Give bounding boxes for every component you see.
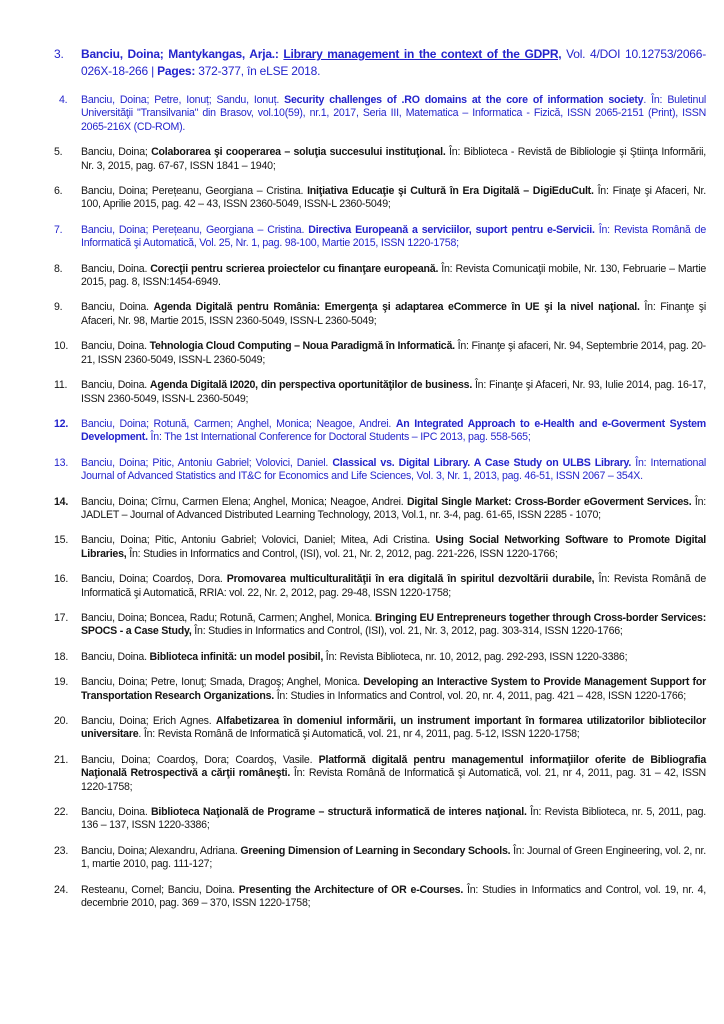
bib-entry bbox=[54, 845, 706, 872]
entry-authors: Banciu, Doina; Mantykangas, Arja.: bbox=[81, 47, 284, 61]
entry-text-segment: Vol. 4/DOI 10.12753/2066-026X-18-266 | bbox=[81, 47, 706, 78]
entry-number: 19. bbox=[54, 676, 69, 689]
entry-text bbox=[81, 379, 706, 406]
publication-title: Pages: bbox=[157, 64, 196, 78]
entry-text-segment: În: Finanţe şi Afaceri, Nr. 93, Iulie 2014, pag. 16-17, ISSN 2360-5049, ISSN-L 2360-5049; bbox=[81, 379, 706, 405]
bib-entry bbox=[54, 146, 706, 173]
entry-text bbox=[81, 301, 706, 328]
entry-text bbox=[81, 651, 706, 664]
entry-authors: Banciu, Doina; Pitic, Antoniu Gabriel; Volovici, Daniel. bbox=[81, 456, 333, 469]
entry-text bbox=[81, 715, 706, 742]
bib-entry bbox=[54, 612, 706, 639]
bib-entry bbox=[54, 651, 706, 664]
publication-title: An Integrated Approach to e-Health and e-Goverment System Development. bbox=[81, 417, 707, 444]
bib-entry bbox=[54, 676, 706, 703]
publication-title: Digital Single Market: Cross-Border eGoverment Services. bbox=[406, 495, 692, 508]
bib-entry bbox=[54, 263, 706, 290]
publication-title: Colaborarea şi cooperarea – soluţia succesului instituţional. bbox=[151, 146, 446, 159]
publication-title: Classical vs. Digital Library. A Case Study on ULBS Library. bbox=[332, 456, 632, 469]
entry-number: 5. bbox=[54, 146, 63, 159]
bib-entry bbox=[54, 457, 706, 484]
entry-text-segment: În: Revista Română de Informatică şi Automatică, RRIA: vol. 22, Nr. 2, 2012, pag. 29-48, ISSN 1220-1758; bbox=[81, 573, 706, 599]
entry-text bbox=[81, 94, 706, 134]
bib-entry bbox=[54, 754, 706, 794]
entry-authors: Banciu, Doina; Perețeanu, Georgiana – Cristina. bbox=[81, 185, 308, 198]
entry-text-segment: În: International Journal of Advanced Statistics and IT&C for Economics and Life Sciences, Vol. 3, Nr. 1, 2013, pag. 46-51, ISSN 2067 – 354X. bbox=[81, 456, 706, 483]
bib-entry bbox=[54, 340, 706, 367]
entry-text-segment: În: Finaţe şi Afaceri, Nr. 100, Aprilie 2015, pag. 42 – 43, ISSN 2360-5049, ISSN-L 2360-5049; bbox=[81, 185, 707, 211]
entry-text-segment: În: Studies in Informatics and Control, vol. 20, nr. 4, 2011, pag. 421 – 428, ISSN 1220-1766; bbox=[273, 689, 686, 702]
entry-authors: Banciu, Doina; Boncea, Radu; Rotună, Carmen; Anghel, Monica. bbox=[81, 611, 375, 624]
entry-number: 23. bbox=[54, 844, 69, 857]
entry-number: 18. bbox=[54, 650, 69, 663]
entry-text-segment: În: Revista Biblioteca, nr. 10, 2012, pag. 292-293, ISSN 1220-3386; bbox=[323, 650, 628, 663]
publication-title: Using Social Networking Software to Promote Digital Libraries, bbox=[81, 534, 706, 560]
entry-text bbox=[81, 845, 706, 872]
entry-text-segment: În: Revista Comunicaţii mobile, Nr. 130, Februarie – Martie 2015, pag. 8, ISSN:1454-6949. bbox=[81, 262, 706, 289]
entry-authors: Banciu, Doina; Pitic, Antoniu Gabriel; Volovici, Daniel; Mitea, Adi Cristina. bbox=[81, 534, 436, 547]
entry-text bbox=[81, 496, 706, 523]
publication-title: Agenda Digitală I2020, din perspectiva oportunităţilor de business. bbox=[149, 379, 473, 392]
entry-authors: Banciu, Doina. bbox=[81, 379, 150, 392]
entry-number: 11. bbox=[54, 379, 68, 392]
bib-entry bbox=[54, 418, 706, 445]
entry-number: 3. bbox=[54, 47, 64, 61]
publication-title: Corecţii pentru scrierea proiectelor cu finanţare europeană. bbox=[150, 262, 439, 275]
entry-number: 9. bbox=[54, 301, 63, 314]
entry-text bbox=[81, 185, 706, 212]
entry-number: 20. bbox=[54, 715, 69, 727]
bib-entry bbox=[54, 573, 706, 600]
entry-text-segment: În: Finanţe şi Afaceri, Nr. 98, Martie 2015, ISSN 2360-5049, ISSN-L 2360-5049; bbox=[81, 301, 706, 327]
entry-number: 17. bbox=[54, 611, 69, 624]
entry-text bbox=[81, 676, 706, 703]
entry-text-segment: În: Journal of Green Engineering, vol. 2, nr. 1, martie 2010, pag. 111-127; bbox=[81, 844, 706, 871]
entry-text-segment: 372-377, în eLSE 2018. bbox=[195, 64, 321, 78]
bib-entry bbox=[54, 301, 706, 328]
entry-text bbox=[81, 884, 706, 911]
entry-text bbox=[81, 418, 706, 445]
entry-authors: Banciu, Doina; Petre, Ionuț; Sandu, Ionuț. bbox=[81, 94, 285, 106]
publication-title: Presenting the Architecture of OR e-Courses. bbox=[238, 883, 464, 896]
bib-entry bbox=[54, 806, 706, 833]
entry-authors: Banciu, Doina; Erich Agnes. bbox=[81, 715, 216, 727]
entry-authors: Banciu, Doina. bbox=[81, 650, 150, 663]
entry-number: 4. bbox=[59, 94, 68, 106]
entry-number: 13. bbox=[54, 456, 69, 469]
entry-number: 22. bbox=[54, 806, 69, 819]
entry-number: 6. bbox=[54, 185, 63, 198]
entry-authors: Banciu, Doina; Cîrnu, Carmen Elena; Anghel, Monica; Neagoe, Andrei. bbox=[81, 495, 407, 508]
entry-text bbox=[81, 573, 706, 600]
entry-authors: Banciu, Doina; bbox=[81, 146, 152, 159]
bib-entry bbox=[54, 884, 706, 911]
entry-authors: Banciu, Doina; Coardoș, Dora. bbox=[81, 573, 227, 586]
entry-number: 7. bbox=[54, 223, 63, 236]
entry-authors: Banciu, Doina. bbox=[81, 301, 154, 314]
entry-number: 12. bbox=[54, 417, 69, 430]
entry-authors: Banciu, Doina; Petre, Ionuţ; Smada, Dragoş; Anghel, Monica. bbox=[81, 676, 364, 689]
entry-number: 14. bbox=[54, 495, 69, 508]
entry-text-segment: În: Studies in Informatics and Control, (ISI), vol. 21, Nr. 2, 2012, pag. 221-226, ISSN 1220-1766; bbox=[126, 547, 558, 560]
entry-text-segment: În: Revista Biblioteca, nr. 5, 2011, pag. 136 – 137, ISSN 1220-3386; bbox=[81, 806, 706, 832]
entry-authors: Banciu, Doina. bbox=[81, 806, 151, 819]
entry-number: 8. bbox=[54, 262, 63, 275]
bib-entry bbox=[54, 379, 706, 406]
publication-title: Agenda Digitală pentru România: Emergenţa şi adaptarea eCommerce în UE şi la nivel naţional. bbox=[153, 301, 640, 314]
publication-title: Alfabetizarea în domeniul informării, un instrument important în formarea utilizatorilor bibliotecilor universitare bbox=[81, 715, 706, 741]
entry-text-segment: În: Studies in Informatics and Control, (ISI), vol. 21, Nr. 3, 2012, pag. 303-314, ISSN 1220-1766; bbox=[191, 625, 623, 638]
entry-text-segment: În: JADLET – Journal of Advanced Distributed Learning Technology, 2013, Vol.1, nr. 3-4, pag. 61-65, ISSN 2285 - 1070; bbox=[81, 495, 707, 521]
publication-title: Directiva Europeană a serviciilor, suport pentru e-Servicii. bbox=[308, 223, 595, 236]
bib-entry bbox=[54, 534, 706, 561]
entry-text-segment: . În: Buletinul Universităţii "Transilvania" din Brasov, vol.10(59), nr.1, 2017, Seria III, Matematica – Informatica - Fizică, ISSN 2065-2151 (Print), ISSN 2065-216X (CD-ROM). bbox=[81, 94, 706, 133]
publication-title: Developing an Interactive System to Provide Management Support for Transportation Research Organizations. bbox=[81, 676, 706, 702]
publication-title: Biblioteca infinită: un model posibil, bbox=[149, 650, 324, 663]
entry-number: 24. bbox=[54, 883, 69, 896]
entry-authors: Banciu, Doina. bbox=[81, 340, 150, 353]
bib-entry bbox=[54, 94, 706, 134]
entry-text bbox=[81, 263, 706, 290]
entry-text-segment: În: Studies in Informatics and Control, vol. 19, nr. 4, decembrie 2010, pag. 369 – 370, ISSN 1220-1758; bbox=[81, 883, 706, 910]
bib-entry bbox=[54, 185, 706, 212]
entry-text bbox=[81, 46, 706, 80]
entry-number: 15. bbox=[54, 534, 69, 547]
entry-authors: Banciu, Doina; Alexandru, Adriana. bbox=[81, 844, 241, 857]
bib-entry bbox=[54, 224, 706, 251]
entry-text bbox=[81, 340, 706, 367]
publication-title: Platformă digitală pentru managementul informaţiilor oferite de Bibliografia Naţională Retrospectivă a cărţii româneşti. bbox=[81, 753, 707, 780]
bib-entry bbox=[54, 46, 706, 80]
entry-authors: Banciu, Doina; Coardoş, Dora; Coardoş, Vasile. bbox=[81, 753, 319, 766]
publication-link[interactable]: Library management in the context of the GDPR, bbox=[283, 47, 562, 61]
entry-authors: Resteanu, Cornel; Banciu, Doina. bbox=[81, 883, 239, 896]
entry-number: 21. bbox=[54, 753, 69, 766]
entry-authors: Banciu, Doina; Rotună, Carmen; Anghel, Monica; Neagoe, Andrei. bbox=[81, 417, 396, 430]
entry-text-segment: În: Finanţe şi afaceri, Nr. 94, Septembrie 2014, pag. 20-21, ISSN 2360-5049, ISSN-L 2360-5049; bbox=[81, 340, 706, 366]
publication-title: Security challenges of .RO domains at the core of information society bbox=[284, 94, 644, 106]
entry-text bbox=[81, 612, 706, 639]
entry-text-segment: În: Biblioteca - Revistă de Bibliologie şi Ştiinţa Informării, Nr. 3, 2015, pag. 67-67, ISSN 1841 – 1940; bbox=[81, 146, 706, 172]
publication-title: Iniţiativa Educaţie şi Cultură în Era Digitală – DigiEduCult. bbox=[307, 185, 594, 198]
entry-text bbox=[81, 534, 706, 561]
entry-number: 16. bbox=[54, 573, 69, 586]
bib-entry bbox=[54, 715, 706, 742]
entry-text bbox=[81, 457, 706, 484]
entry-number: 10. bbox=[54, 340, 69, 353]
entry-text bbox=[81, 146, 706, 173]
entry-text-segment: . În: Revista Română de Informatică şi Automatică, vol. 21, nr 4, 2011, pag. 5-12, ISSN 1220-1758; bbox=[138, 728, 580, 741]
publication-title: Greening Dimension of Learning in Secondary Schools. bbox=[240, 844, 511, 857]
entry-text bbox=[81, 224, 706, 251]
entry-authors: Banciu, Doina; Perețeanu, Georgiana – Cristina. bbox=[81, 223, 309, 236]
publication-title: Bringing EU Entrepreneurs together through Cross-border Services: SPOCS - a Case Study, bbox=[81, 611, 707, 638]
entry-text-segment: În: Revista Română de Informatică şi Automatică, vol. 21, nr 4, 2011, pag. 31 – 42, ISSN 1220-1758; bbox=[81, 767, 706, 793]
entry-authors: Banciu, Doina. bbox=[81, 262, 151, 275]
entry-text-segment: În: Revista Română de Informatică şi Automatică, Vol. 25, Nr. 1, pag. 98-100, Martie 2015, ISSN 1220-1758; bbox=[81, 223, 706, 250]
publication-title: Promovarea multiculturalităţii în era digitală în spiritul dezvoltării durabile, bbox=[226, 573, 595, 586]
entry-text bbox=[81, 754, 706, 794]
entry-text bbox=[81, 806, 706, 833]
entry-text-segment: În: The 1st International Conference for Doctoral Students – IPC 2013, pag. 558-565; bbox=[147, 431, 531, 444]
publication-title: Biblioteca Naţională de Programe – structură informatică de interes naţional. bbox=[150, 806, 527, 819]
bib-entry bbox=[54, 496, 706, 523]
publication-title: Tehnologia Cloud Computing – Noua Paradigmă în Informatică. bbox=[149, 340, 455, 353]
